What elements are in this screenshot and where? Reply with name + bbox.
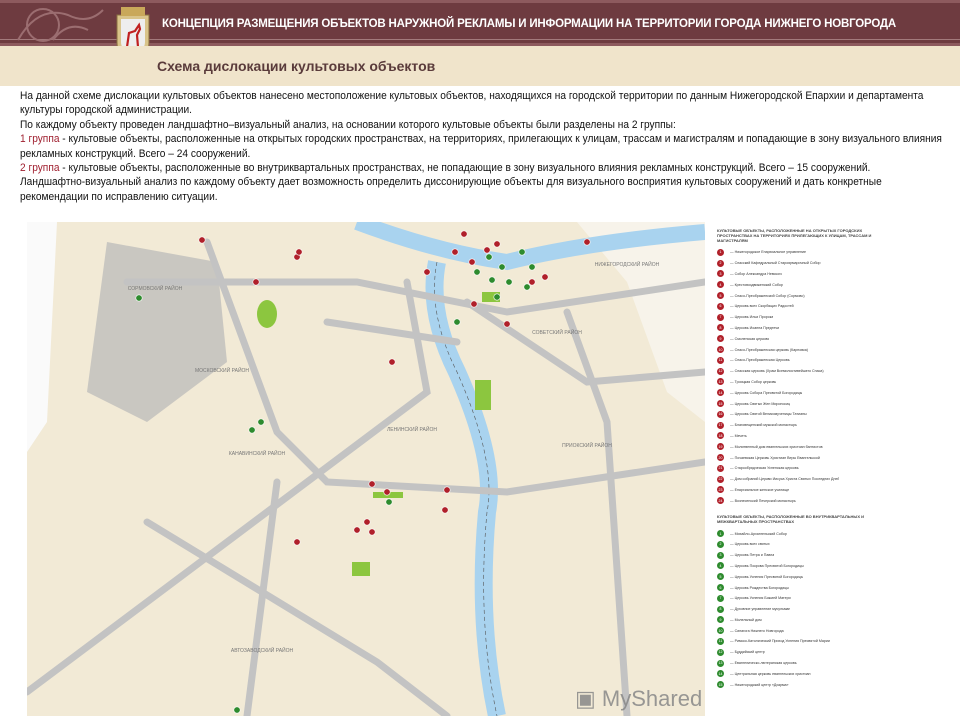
legend-group2-title: КУЛЬТОВЫЕ ОБЪЕКТЫ, РАСПОЛОЖЕННЫЕ ВО ВНУТРИКВАРТАЛЬНЫХ И МЕЖКВАРТАЛЬНЫХ ПРОСТРАНСТВАХ — [717, 514, 864, 525]
marker-icon: 12 — [718, 650, 723, 655]
marker-icon: 4 — [717, 562, 724, 569]
legend-item — [717, 528, 891, 539]
legend-item — [717, 366, 891, 377]
legend-item — [717, 441, 891, 452]
legend-item — [717, 561, 891, 572]
legend-item-label: — Собор Александра Невского — [730, 271, 783, 276]
legend-item-label: — Троицкая Собор церковь — [730, 379, 777, 384]
legend-item-label: — Крестовоздвиженский Собор — [730, 282, 783, 287]
ornament-icon — [8, 5, 108, 45]
legend-item-label: — Благовещенский мужской монастырь — [730, 423, 797, 428]
marker-icon: 13 — [718, 379, 723, 384]
marker-icon: 21 — [718, 466, 723, 471]
legend-item-label: — Церковь Успения Божией Матери — [730, 596, 791, 601]
marker-icon: 6 — [717, 584, 724, 591]
legend-item — [717, 409, 891, 420]
legend-item — [717, 431, 891, 442]
group1-text: - культовые объекты, расположенные на открытых городских пространствах, на территориях, прилегающих к улицам, трассам и магистралям и попадающие в зону визуального влияния рекламных конструкций. Всего – 24 сооружений. — [20, 133, 942, 160]
marker-icon: 4 — [717, 281, 724, 288]
group2-paragraph — [20, 161, 943, 175]
marker-icon: 16 — [718, 412, 723, 417]
city-map[interactable] — [27, 222, 705, 716]
watermark-text: MyShared — [601, 686, 703, 711]
map-marker[interactable] — [364, 519, 370, 525]
legend-item-label: — Спасо-Преображенская церковь (Карповка) — [730, 347, 808, 352]
legend-item-label: — Спасо-Преображенская Церковь — [730, 358, 790, 363]
marker-icon: 1 — [717, 530, 724, 537]
map-marker[interactable] — [474, 269, 480, 275]
map-marker[interactable] — [519, 249, 525, 255]
group1-label: 1 группа — [20, 133, 60, 146]
legend-item-label: — Церковь всех Скорбящих Радостей — [730, 304, 794, 309]
legend-item-label: — Синагога Нижнего Новгорода — [730, 628, 784, 633]
title-band — [0, 46, 960, 86]
legend-item — [717, 636, 891, 647]
legend-item-label: — Церковь Петра и Павла — [730, 553, 775, 558]
marker-icon: 17 — [718, 423, 723, 428]
legend-item-label: — Спасский Кафедральный Староярмарочный Собор — [730, 261, 821, 266]
map-marker[interactable] — [504, 321, 510, 327]
map-marker[interactable] — [234, 707, 240, 713]
legend-item — [717, 344, 891, 355]
marker-icon: 23 — [718, 487, 723, 492]
marker-icon: 7 — [717, 314, 724, 321]
map-marker[interactable] — [499, 264, 505, 270]
legend-item-label: — Старообрядческая Успенская церковь — [730, 466, 799, 471]
header-title: КОНЦЕПЦИЯ РАЗМЕЩЕНИЯ ОБЪЕКТОВ НАРУЖНОЙ РЕКЛАМЫ И ИНФОРМАЦИИ НА ТЕРРИТОРИИ ГОРОДА НИЖНЕГО НОВГОРОДА — [162, 18, 897, 30]
marker-icon: 2 — [717, 541, 724, 548]
legend-group1-title: КУЛЬТОВЫЕ ОБЪЕКТЫ, РАСПОЛОЖЕННЫЕ НА ОТКРЫТЫХ ГОРОДСКИХ ПРОСТРАНСТВАХ НА ТЕРРИТОРИЯХ ПРИЛЕГАЮЩИХ К УЛИЦАМ, ТРАССАМ И МАГИСТРАЛЯМ — [717, 228, 872, 243]
marker-icon: 22 — [718, 477, 723, 482]
marker-icon: 19 — [718, 444, 723, 449]
marker-icon: 11 — [718, 639, 723, 644]
legend-item — [717, 571, 891, 582]
map-marker[interactable] — [529, 279, 535, 285]
map-marker[interactable] — [249, 427, 255, 433]
group2-text: - культовые объекты, расположенные во внутриквартальных пространствах, не попадающие в зону визуального влияния рекламных конструкций. Всего – 15 сооружений. — [59, 162, 871, 175]
legend-item-label: — Римско-Католический Приход Успения Пресвятой Марии — [730, 639, 830, 644]
legend-item — [717, 485, 891, 496]
district-label: МОСКОВСКИЙ РАЙОН — [194, 368, 250, 374]
legend-item — [717, 539, 891, 550]
marker-icon: 1 — [717, 249, 724, 256]
marker-icon: 3 — [717, 552, 724, 559]
legend-item — [717, 658, 891, 669]
marker-icon: 15 — [718, 682, 723, 687]
legend-item-label: — Почаевская Церковь Христиан Веры Евангельской — [730, 455, 820, 460]
legend-item-label: — Спасо-Преображенский Собор (Сормово) — [730, 293, 805, 298]
legend-item-label: — Молельный дом — [730, 617, 762, 622]
map-marker[interactable] — [494, 241, 500, 247]
header-bar — [0, 0, 960, 46]
marker-icon: 11 — [718, 358, 723, 363]
legend-item — [717, 582, 891, 593]
legend-item — [717, 387, 891, 398]
legend-item-label: — Церковь Иоанна Предтечи — [730, 325, 780, 330]
legend-item — [717, 593, 891, 604]
map-legend — [711, 222, 897, 716]
map-marker[interactable] — [454, 319, 460, 325]
legend-item-label: — Буддийский центр — [730, 650, 765, 655]
legend-item — [717, 679, 891, 690]
marker-icon: 24 — [718, 498, 723, 503]
legend-item — [717, 333, 891, 344]
map-marker[interactable] — [253, 279, 259, 285]
map-marker[interactable] — [199, 237, 205, 243]
marker-icon: 5 — [717, 573, 724, 580]
legend-item — [717, 355, 891, 366]
paragraph: На данной схеме дислокации культовых объектов нанесено местоположение культовых объектов, находящихся на городской территории по данным Нижегородской Епархии и департамента культуры городской администрации. — [20, 90, 924, 117]
map-marker[interactable] — [369, 481, 375, 487]
map-marker[interactable] — [258, 419, 264, 425]
map-marker[interactable] — [494, 294, 500, 300]
paragraph: По каждому объекту проведен ландшафтно–визуальный анализ, на основании которого культовые объекты были разделены на 2 группы: — [20, 118, 676, 131]
marker-icon: 8 — [717, 324, 724, 331]
legend-item-label: — Церковь всех святых — [730, 542, 770, 547]
map-marker[interactable] — [136, 295, 142, 301]
marker-icon: 13 — [718, 661, 723, 666]
marker-icon: 10 — [718, 347, 723, 352]
legend-item-label: — Церковь Успения Пресвятой Богородицы — [730, 574, 804, 579]
map-marker[interactable] — [486, 254, 492, 260]
legend-item — [717, 668, 891, 679]
group2-label: 2 группа — [20, 162, 60, 175]
map-marker[interactable] — [506, 279, 512, 285]
map-marker[interactable] — [386, 499, 392, 505]
legend-item-label: — Духовное управление мусульман — [730, 607, 791, 612]
map-marker[interactable] — [484, 247, 490, 253]
map-marker[interactable] — [452, 249, 458, 255]
map-marker[interactable] — [442, 507, 448, 513]
marker-icon: 5 — [717, 292, 724, 299]
legend-item-label: — Мечеть — [730, 433, 747, 438]
legend-item-label: — Михайло-Архангельский Собор — [730, 531, 787, 536]
legend-item — [717, 312, 891, 323]
legend-item — [717, 615, 891, 626]
legend-item — [717, 495, 891, 506]
marker-icon: 6 — [717, 303, 724, 310]
legend-item — [717, 474, 891, 485]
map-marker[interactable] — [354, 527, 360, 533]
map-marker[interactable] — [369, 529, 375, 535]
legend-item-label: — Молитвенный дом евангельских христиан баптистов — [730, 444, 823, 449]
legend-item — [717, 463, 891, 474]
description-text — [20, 89, 943, 204]
marker-icon: 7 — [717, 595, 724, 602]
legend-item — [717, 452, 891, 463]
marker-icon: 9 — [717, 616, 724, 623]
legend-item-label: — Дом собраний Церкви Иисуса Христа Святых Последних Дней — [730, 477, 840, 482]
district-label: АВТОЗАВОДСКИЙ РАЙОН — [230, 648, 294, 654]
group1-paragraph — [20, 132, 943, 161]
legend-item — [717, 398, 891, 409]
legend-item-label: — Спасская церковь (Храм Всемилостивейшего Спаса) — [730, 369, 824, 374]
legend-item-label: — Церковь Рождества Богородицы — [730, 585, 789, 590]
map-marker[interactable] — [469, 259, 475, 265]
legend-item-label: — Церковь Покрова Пресвятой Богородицы — [730, 563, 804, 568]
marker-icon: 10 — [718, 628, 723, 633]
legend-item-label: — Вознесенский Печерский монастырь — [730, 498, 796, 503]
district-label: НИЖЕГОРОДСКИЙ РАЙОН — [594, 262, 660, 268]
map-marker[interactable] — [294, 539, 300, 545]
marker-icon: 14 — [718, 671, 723, 676]
map-marker[interactable] — [444, 487, 450, 493]
district-label: КАНАВИНСКИЙ РАЙОН — [228, 451, 286, 457]
legend-item — [717, 269, 891, 280]
marker-icon: 2 — [717, 260, 724, 267]
district-label: СОРМОВСКИЙ РАЙОН — [127, 286, 183, 292]
marker-icon: 18 — [718, 433, 723, 438]
map-marker[interactable] — [384, 489, 390, 495]
district-label: ЛЕНИНСКИЙ РАЙОН — [387, 427, 437, 433]
map-marker[interactable] — [542, 274, 548, 280]
map-marker[interactable] — [529, 264, 535, 270]
paragraph: Ландшафтно-визуальный анализ по каждому объекту дает возможность определить диссонирующие объекты для визуального восприятия культовых сооружений и дать конкретные рекомендации по исправлению ситуации. — [20, 176, 882, 203]
legend-item-label: — Евангелическо-лютеранская церковь — [730, 661, 797, 666]
legend-item-label: — Нижегородский центр «Дхарма» — [730, 682, 789, 687]
map-marker[interactable] — [584, 239, 590, 245]
legend-item — [717, 290, 891, 301]
legend-item — [717, 323, 891, 334]
map-marker[interactable] — [389, 359, 395, 365]
district-label: ПРИОКСКИЙ РАЙОН — [562, 443, 612, 449]
legend-item-label: — Смоленская церковь — [730, 336, 770, 341]
map-marker[interactable] — [471, 301, 477, 307]
legend-item — [717, 550, 891, 561]
map-marker[interactable] — [461, 231, 467, 237]
map-marker[interactable] — [524, 284, 530, 290]
marker-icon: 20 — [718, 455, 723, 460]
legend-item — [717, 377, 891, 388]
legend-item — [717, 301, 891, 312]
map-marker[interactable] — [489, 277, 495, 283]
district-label: СОВЕТСКИЙ РАЙОН — [532, 330, 582, 336]
legend-item-label: — Церковь Собора Пресвятой Богородицы — [730, 390, 803, 395]
legend-item-label: — Нижегородское Епархиальное управление — [730, 250, 806, 255]
marker-icon: 8 — [717, 606, 724, 613]
legend-item — [717, 258, 891, 269]
map-marker[interactable] — [424, 269, 430, 275]
legend-item — [717, 604, 891, 615]
legend-item-label: — Церковь Святой Великомученицы Татианы — [730, 412, 807, 417]
map-marker[interactable] — [296, 249, 302, 255]
legend-item-label: — Церковь Святых Жен Мироносиц — [730, 401, 791, 406]
marker-icon: 3 — [717, 270, 724, 277]
marker-icon: 9 — [717, 335, 724, 342]
legend-item-label: — Церковь Ильи Пророка — [730, 315, 774, 320]
marker-icon: 12 — [718, 369, 723, 374]
watermark: ▣ MyShared — [575, 686, 703, 711]
legend-item — [717, 247, 891, 258]
legend-item-label: — Епархиальное женское училище — [730, 487, 790, 492]
legend-item — [717, 647, 891, 658]
legend-item — [717, 420, 891, 431]
marker-icon: 15 — [718, 401, 723, 406]
legend-item — [717, 279, 891, 290]
legend-item-label: — Центральная церковь евангельских христиан — [730, 671, 811, 676]
page-title: Схема дислокации культовых объектов — [157, 58, 436, 74]
marker-icon: 14 — [718, 390, 723, 395]
legend-item — [717, 625, 891, 636]
